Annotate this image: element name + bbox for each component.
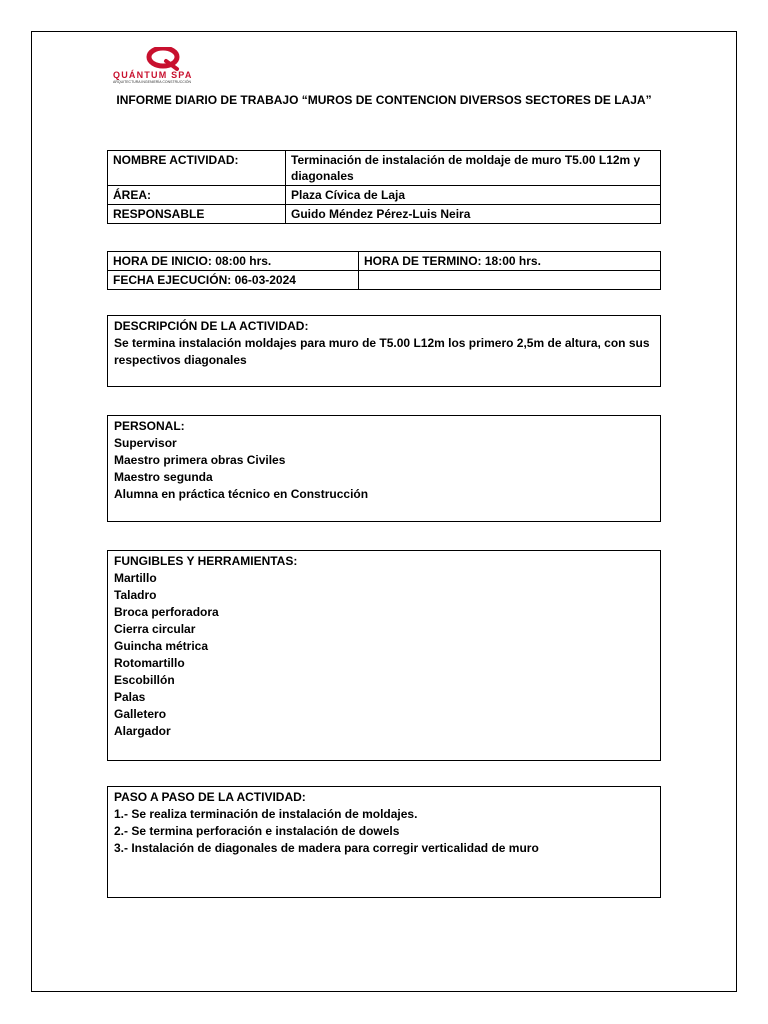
list-item: Maestro segunda (114, 470, 213, 484)
description-text: Se termina instalación moldajes para muro de T5.00 L12m los primero 2,5m de altura, con sus respectivos diagonales (114, 336, 650, 367)
steps-section (107, 786, 661, 898)
tools-heading: FUNGIBLES Y HERRAMIENTAS: (114, 554, 298, 568)
list-item: Escobillón (114, 673, 175, 687)
description-heading: DESCRIPCIÓN DE LA ACTIVIDAD: (114, 319, 309, 333)
list-item: Cierra circular (114, 622, 196, 636)
table-row (108, 252, 661, 271)
list-item: 3.- Instalación de diagonales de madera para corregir verticalidad de muro (114, 841, 539, 855)
tools-section (107, 550, 661, 761)
table-row (108, 151, 661, 186)
document-title: INFORME DIARIO DE TRABAJO “MUROS DE CONTENCION DIVERSOS SECTORES DE LAJA” (116, 93, 652, 107)
list-item: Alumna en práctica técnico en Construcción (114, 487, 369, 501)
list-item: Palas (114, 690, 146, 704)
start-time: HORA DE INICIO: 08:00 hrs. (108, 252, 359, 271)
activity-name-label: NOMBRE ACTIVIDAD: (108, 151, 286, 186)
table-row (108, 186, 661, 205)
list-item: Martillo (114, 571, 157, 585)
logo-name: QUÁNTUM SPA (113, 70, 193, 80)
list-item: Rotomartillo (114, 656, 185, 670)
empty-cell (359, 271, 661, 290)
logo-tagline: ARQUITECTURA INGENIERÍA CONSTRUCCIÓN (113, 80, 191, 84)
time-table (107, 251, 661, 290)
list-item: Broca perforadora (114, 605, 219, 619)
company-logo (113, 47, 223, 87)
activity-name-value: Terminación de instalación de moldaje de muro T5.00 L12m y diagonales (286, 151, 661, 186)
activity-table (107, 150, 661, 224)
list-item: 2.- Se termina perforación e instalación de dowels (114, 824, 400, 838)
list-item: Alargador (114, 724, 171, 738)
list-item: Taladro (114, 588, 157, 602)
list-item: Maestro primera obras Civiles (114, 453, 286, 467)
table-row (108, 271, 661, 290)
list-item: Supervisor (114, 436, 177, 450)
personal-heading: PERSONAL: (114, 419, 185, 433)
description-section (107, 315, 661, 387)
area-label: ÁREA: (108, 186, 286, 205)
list-item: Guincha métrica (114, 639, 209, 653)
responsible-label: RESPONSABLE (108, 205, 286, 224)
steps-heading: PASO A PASO DE LA ACTIVIDAD: (114, 790, 306, 804)
table-row (108, 205, 661, 224)
end-time: HORA DE TERMINO: 18:00 hrs. (359, 252, 661, 271)
list-item: Galletero (114, 707, 167, 721)
execution-date: FECHA EJECUCIÓN: 06-03-2024 (108, 271, 359, 290)
area-value: Plaza Cívica de Laja (286, 186, 661, 205)
personal-section (107, 415, 661, 522)
responsible-value: Guido Méndez Pérez-Luis Neira (286, 205, 661, 224)
list-item: 1.- Se realiza terminación de instalación de moldajes. (114, 807, 418, 821)
